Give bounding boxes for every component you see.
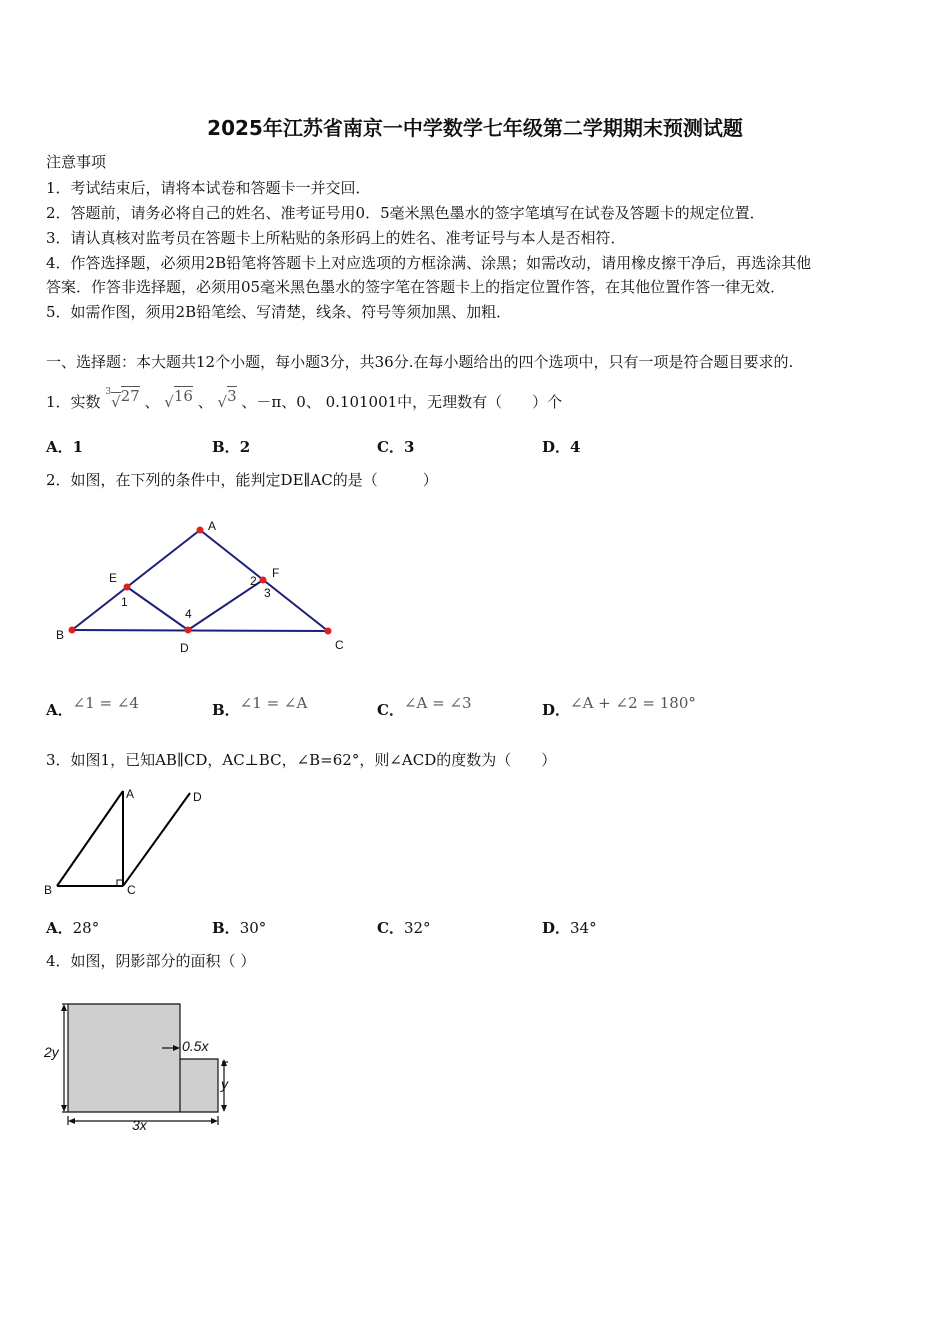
- label-c: C: [335, 638, 344, 652]
- q1-option-d[interactable]: [542, 437, 580, 457]
- notice-item: 5．如需作图，须用2B铅笔绘、写清楚，线条、符号等须加黑、加粗．: [46, 303, 512, 321]
- page-title: 2025年江苏省南京一中学数学七年级第二学期期末预测试题: [207, 116, 743, 140]
- option-label: B．: [212, 701, 240, 719]
- q1-prefix: 1．实数: [46, 393, 101, 411]
- label-a: A: [126, 787, 135, 801]
- q1-stem: [46, 389, 562, 412]
- segment-bc: [72, 630, 328, 631]
- arrowhead: [68, 1118, 75, 1124]
- label-3x: 3x: [132, 1117, 147, 1133]
- segment-ab: [72, 530, 200, 630]
- arrowhead: [221, 1105, 227, 1112]
- notice-heading: 注意事项: [46, 153, 107, 171]
- option-label: A．: [46, 438, 73, 456]
- point-d: [185, 627, 192, 634]
- q4-shaded-figure: [42, 995, 252, 1135]
- separator: 、: [144, 393, 160, 411]
- q3-option-c[interactable]: [377, 918, 431, 938]
- q3-stem: 3．如图1，已知AB∥CD，AC⊥BC，∠B=62°，则∠ACD的度数为（ ）: [46, 751, 557, 769]
- radical-sign: √: [217, 393, 228, 411]
- q1-option-a[interactable]: [46, 437, 83, 457]
- q2-triangle-figure: [50, 515, 360, 660]
- option-text: 32°: [403, 919, 431, 937]
- option-text: 34°: [570, 919, 597, 937]
- option-text: 2: [239, 438, 251, 456]
- option-label: C．: [377, 919, 404, 937]
- point-f: [260, 577, 267, 584]
- q3-option-b[interactable]: [212, 918, 266, 938]
- arrowhead: [61, 1105, 67, 1112]
- notice-item: 答案．作答非选择题，必须用05毫米黑色墨水的签字笔在答题卡上的指定位置作答，在其他位置作答一律无效．: [46, 278, 786, 296]
- option-label: C．: [377, 701, 404, 719]
- option-label: D．: [542, 919, 571, 937]
- cube-root-27: [105, 387, 144, 411]
- angle-4-label: 4: [185, 607, 192, 621]
- segment-ed: [127, 587, 188, 630]
- option-text: 28°: [72, 919, 100, 937]
- q3-option-d[interactable]: [542, 918, 597, 938]
- arrowhead: [211, 1118, 218, 1124]
- q2-option-a[interactable]: [46, 694, 139, 720]
- option-math: ∠A + ∠2 = 180°: [570, 694, 696, 712]
- option-text: 30°: [239, 919, 267, 937]
- angle-2-label: 2: [250, 574, 257, 588]
- arrowhead: [61, 1004, 67, 1011]
- point-e: [124, 584, 131, 591]
- notice-item: 2．答题前，请务必将自己的姓名、准考证号用0．5毫米黑色墨水的签字笔填写在试卷及答题卡的规定位置．: [46, 204, 765, 222]
- radical-sign: √: [164, 393, 174, 411]
- q3-parallel-figure: [40, 783, 220, 898]
- option-label: A．: [46, 701, 73, 719]
- radicand: 3: [227, 387, 237, 405]
- radicand: 16: [173, 387, 193, 405]
- option-math: ∠1 = ∠A: [239, 694, 308, 712]
- option-label: B．: [212, 438, 240, 456]
- notice-item: 3．请认真核对监考员在答题卡上所粘贴的条形码上的姓名、准考证号与本人是否相符．: [46, 229, 626, 247]
- q2-option-c[interactable]: [377, 694, 472, 720]
- section-heading: 一、选择题：本大题共12个小题，每小题3分，共36分.在每小题给出的四个选项中，只有一项是符合题目要求的.: [46, 353, 794, 371]
- label-f: F: [272, 566, 280, 580]
- option-text: 1: [72, 438, 84, 456]
- option-text: 3: [403, 438, 415, 456]
- q1-option-b[interactable]: [212, 437, 250, 457]
- q4-stem: 4．如图，阴影部分的面积（ ）: [46, 952, 256, 970]
- sqrt-3: [218, 386, 237, 411]
- label-y: y: [221, 1076, 228, 1092]
- q2-option-d[interactable]: [542, 694, 696, 720]
- q1-option-c[interactable]: [377, 437, 414, 457]
- option-label: D．: [542, 438, 571, 456]
- q1-tail: 、－π、0、 0.101001中，无理数有（ ）个: [241, 393, 563, 411]
- option-text: 4: [570, 438, 581, 456]
- label-c: C: [127, 883, 136, 897]
- point-a: [197, 527, 204, 534]
- separator: 、: [197, 393, 213, 411]
- sqrt-16: [164, 386, 193, 411]
- option-math: ∠1 = ∠4: [72, 694, 139, 712]
- label-a: A: [208, 519, 217, 533]
- segment-ab: [57, 791, 123, 886]
- label-d: D: [193, 790, 202, 804]
- option-math: ∠A = ∠3: [403, 694, 472, 712]
- q2-option-b[interactable]: [212, 694, 308, 720]
- label-e: E: [109, 571, 118, 585]
- option-label: B．: [212, 919, 240, 937]
- angle-1-label: 1: [121, 595, 128, 609]
- q2-stem: 2．如图，在下列的条件中，能判定DE∥AC的是（ ）: [46, 471, 438, 489]
- point-c: [325, 628, 332, 635]
- q3-option-a[interactable]: [46, 918, 99, 938]
- angle-3-label: 3: [264, 586, 271, 600]
- label-2y: 2y: [44, 1044, 59, 1060]
- option-label: D．: [542, 701, 571, 719]
- root-index: 3: [105, 387, 112, 397]
- segment-cd: [123, 793, 190, 886]
- label-d: D: [180, 641, 189, 655]
- label-0-5x: 0.5x: [182, 1038, 209, 1054]
- notice-item: 1．考试结束后，请将本试卷和答题卡一并交回．: [46, 179, 371, 197]
- label-b: B: [44, 883, 53, 897]
- shaded-region: [68, 1004, 218, 1112]
- notice-item: 4．作答选择题，必须用2B铅笔将答题卡上对应选项的方框涂满、涂黑；如需改动，请用橡皮擦干净后，再选涂其他: [46, 254, 812, 272]
- option-label: A．: [46, 919, 73, 937]
- radical-sign: √: [111, 393, 121, 411]
- label-b: B: [56, 628, 65, 642]
- radicand: 27: [120, 387, 140, 405]
- option-label: C．: [377, 438, 404, 456]
- point-b: [69, 627, 76, 634]
